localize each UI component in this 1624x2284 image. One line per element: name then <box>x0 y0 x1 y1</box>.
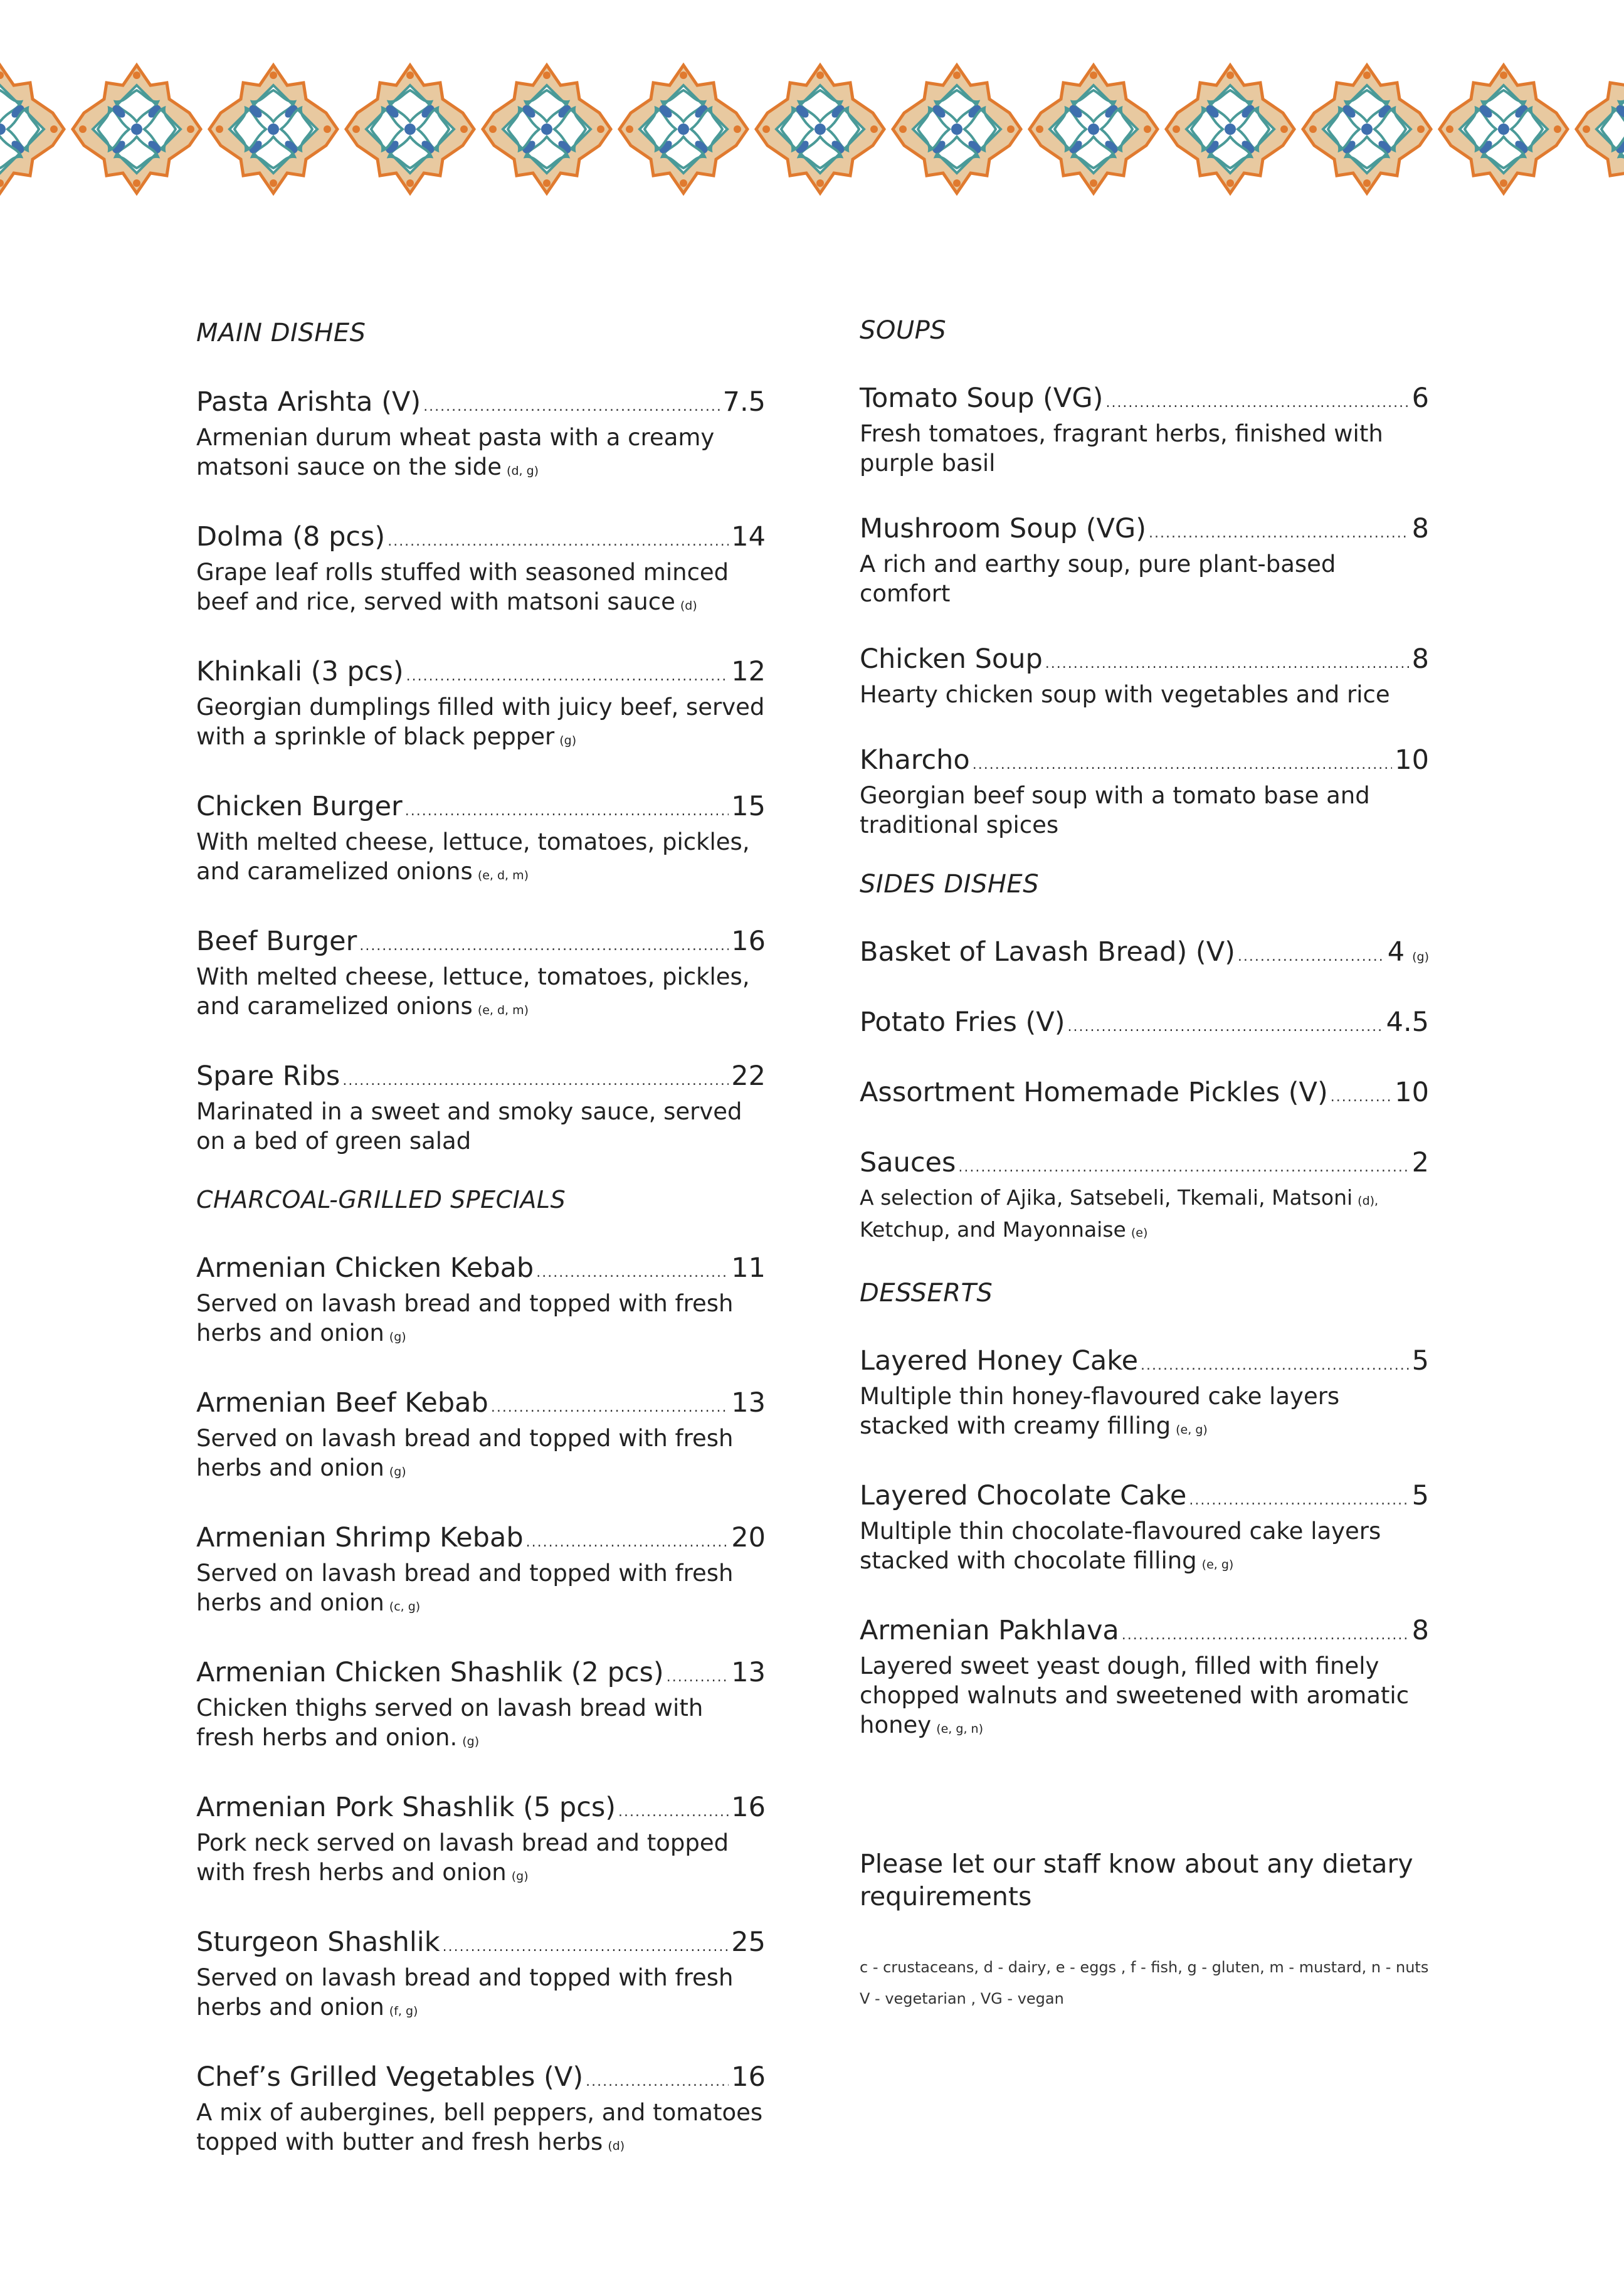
item-allergens: (g) <box>511 1869 529 1883</box>
ornamental-tile-border <box>0 58 1624 201</box>
menu-item <box>196 521 766 621</box>
menu-item <box>860 1007 1429 1043</box>
main-dishes-list <box>196 386 766 1156</box>
item-name: Spare Ribs <box>196 1060 340 1092</box>
desserts-list <box>860 1345 1429 1744</box>
item-price: 14 <box>731 521 766 552</box>
item-description: Served on lavash bread and topped with fresh herbs and onion <box>196 1425 734 1481</box>
ornamental-tile-icon <box>73 65 201 193</box>
ornamental-tile-icon <box>209 65 337 193</box>
item-description: Ketchup, and Mayonnaise <box>860 1217 1126 1242</box>
item-name: Basket of Lavash Bread) (V) <box>860 936 1235 968</box>
item-price: 10 <box>1395 744 1429 776</box>
leader-dots <box>406 661 729 692</box>
item-name: Potato Fries (V) <box>860 1007 1065 1038</box>
item-allergens: (e) <box>1131 1226 1148 1240</box>
left-column <box>196 319 766 2196</box>
leader-dots <box>1045 648 1410 680</box>
leader-dots <box>359 931 729 962</box>
leader-dots <box>1141 1350 1410 1382</box>
menu-item <box>196 656 766 756</box>
item-description: Chicken thighs served on lavash bread with fresh herbs and onion. <box>196 1694 704 1751</box>
legend-line: V - vegetarian , VG - vegan <box>860 1990 1064 2007</box>
menu-item <box>196 926 766 1025</box>
leader-dots <box>1122 1620 1410 1651</box>
section-title-desserts: DESSERTS <box>860 1279 993 1308</box>
item-name: Armenian Pork Shashlik (5 pcs) <box>196 1792 616 1823</box>
item-price: 7.5 <box>722 386 766 418</box>
item-name: Armenian Shrimp Kebab <box>196 1522 524 1553</box>
item-price: 8 <box>1411 1615 1429 1646</box>
right-column <box>860 316 1429 2014</box>
menu-item <box>860 1480 1429 1580</box>
item-allergens: (g) <box>462 1735 480 1748</box>
leader-dots <box>342 1065 729 1097</box>
menu-item <box>196 1387 766 1487</box>
item-allergens: (g) <box>389 1330 406 1344</box>
item-allergens: (g) <box>389 1465 406 1479</box>
item-description: Layered sweet yeast dough, filled with finely chopped walnuts and sweetened with aromatic honey <box>860 1652 1410 1738</box>
menu-item <box>196 1252 766 1352</box>
item-name: Layered Honey Cake <box>860 1345 1139 1377</box>
menu-item <box>196 791 766 891</box>
menu-item <box>860 513 1429 608</box>
leader-dots <box>423 391 720 423</box>
item-description: With melted cheese, lettuce, tomatoes, pickles, and caramelized onions <box>196 828 750 885</box>
item-description: A mix of aubergines, bell peppers, and tomatoes topped with butter and fresh herbs <box>196 2099 763 2155</box>
leader-dots <box>667 1662 729 1693</box>
item-price: 4 <box>1387 936 1405 968</box>
ornamental-tile-icon <box>1166 65 1294 193</box>
dietary-note: Please let our staff know about any dietary requirements <box>860 1849 1413 1911</box>
item-description: Marinated in a sweet and smoky sauce, served on a bed of green salad <box>196 1098 742 1155</box>
item-price: 12 <box>731 656 766 687</box>
ornamental-tile-icon <box>346 65 474 193</box>
ornamental-tile-icon <box>0 65 64 193</box>
item-description: Pork neck served on lavash bread and topped with fresh herbs and onion <box>196 1829 729 1886</box>
item-allergens: (e, g) <box>1201 1558 1234 1572</box>
item-allergens: (d) <box>680 599 697 613</box>
grilled-specials-list <box>196 1252 766 2161</box>
item-price: 11 <box>731 1252 766 1284</box>
item-name: Tomato Soup (VG) <box>860 383 1104 414</box>
item-description: Served on lavash bread and topped with fresh herbs and onion <box>196 1290 734 1346</box>
item-name: Chef’s Grilled Vegetables (V) <box>196 2061 584 2093</box>
leader-dots <box>958 1152 1409 1183</box>
item-price: 16 <box>731 1792 766 1823</box>
item-price: 8 <box>1411 513 1429 544</box>
item-price: 2 <box>1411 1147 1429 1178</box>
item-name: Armenian Beef Kebab <box>196 1387 488 1419</box>
item-price: 16 <box>731 926 766 957</box>
leader-dots <box>1105 388 1409 419</box>
item-allergens: (e, d, m) <box>477 1003 529 1017</box>
item-price: 20 <box>731 1522 766 1553</box>
item-description: A rich and earthy soup, pure plant-based comfort <box>860 551 1336 607</box>
item-name: Mushroom Soup (VG) <box>860 513 1147 544</box>
leader-dots <box>618 1797 729 1828</box>
item-description: A selection of Ajika, Satsebeli, Tkemali, Matsoni <box>860 1185 1353 1210</box>
section-title-main-dishes: MAIN DISHES <box>196 319 366 347</box>
menu-item <box>860 1147 1429 1247</box>
allergen-legend <box>860 1952 1429 2014</box>
item-price: 6 <box>1411 383 1429 414</box>
menu-item <box>196 1927 766 2026</box>
legend-line: c - crustaceans, d - dairy, e - eggs , f - fish, g - gluten, m - mustard, n - nuts <box>860 1959 1429 1976</box>
menu-item <box>860 1615 1429 1744</box>
item-allergens: (e, g, n) <box>936 1722 983 1736</box>
sides-list <box>860 936 1429 1247</box>
item-allergens: (e, d, m) <box>477 869 529 882</box>
ornamental-tile-icon <box>1576 65 1624 193</box>
item-price: 25 <box>731 1927 766 1958</box>
item-description: Multiple thin honey-flavoured cake layers stacked with creamy filling <box>860 1383 1340 1439</box>
item-description: Served on lavash bread and topped with fresh herbs and onion <box>196 1560 734 1616</box>
item-description: Grape leaf rolls stuffed with seasoned minced beef and rice, served with matsoni sauce <box>196 559 729 615</box>
item-price: 16 <box>731 2061 766 2093</box>
leader-dots <box>443 1932 729 1963</box>
item-name: Kharcho <box>860 744 970 776</box>
section-title-soups: SOUPS <box>860 316 947 345</box>
leader-dots <box>526 1527 729 1558</box>
item-price: 5 <box>1411 1480 1429 1511</box>
item-name: Assortment Homemade Pickles (V) <box>860 1077 1328 1108</box>
ornamental-tile-icon <box>620 65 747 193</box>
item-name: Beef Burger <box>196 926 357 957</box>
item-price: 13 <box>731 1387 766 1419</box>
item-allergens: (g) <box>559 734 577 748</box>
leader-dots <box>536 1257 729 1289</box>
leader-dots <box>405 796 729 827</box>
menu-item <box>196 386 766 486</box>
item-allergens: (g) <box>1412 950 1429 964</box>
item-name: Pasta Arishta (V) <box>196 386 421 418</box>
ornamental-tile-icon <box>893 65 1021 193</box>
menu-item <box>860 1345 1429 1445</box>
leader-dots <box>973 749 1393 781</box>
ornamental-tile-icon <box>756 65 884 193</box>
item-name: Khinkali (3 pcs) <box>196 656 404 687</box>
item-name: Armenian Chicken Kebab <box>196 1252 534 1284</box>
item-name: Dolma (8 pcs) <box>196 521 386 552</box>
item-description: Fresh tomatoes, fragrant herbs, finished with purple basil <box>860 420 1383 477</box>
item-allergens: (d) <box>608 2139 625 2153</box>
item-description: Georgian beef soup with a tomato base and traditional spices <box>860 782 1370 838</box>
item-allergens: (f, g) <box>389 2004 418 2018</box>
leader-dots <box>1331 1082 1393 1113</box>
ornamental-tile-icon <box>1030 65 1157 193</box>
leader-dots <box>388 526 729 558</box>
item-name: Sauces <box>860 1147 956 1178</box>
item-price: 4.5 <box>1386 1007 1429 1038</box>
item-price: 22 <box>731 1060 766 1092</box>
item-name: Armenian Pakhlava <box>860 1615 1119 1646</box>
leader-dots <box>1067 1012 1383 1043</box>
item-price: 5 <box>1411 1345 1429 1377</box>
menu-item <box>196 2061 766 2161</box>
menu-item <box>860 383 1429 478</box>
item-price: 13 <box>731 1657 766 1688</box>
item-allergens: (d), <box>1358 1194 1379 1208</box>
menu-item <box>196 1657 766 1757</box>
item-name: Layered Chocolate Cake <box>860 1480 1187 1511</box>
item-price: 15 <box>731 791 766 822</box>
item-description: Served on lavash bread and topped with fresh herbs and onion <box>196 1964 734 2021</box>
item-description: With melted cheese, lettuce, tomatoes, pickles, and caramelized onions <box>196 963 750 1020</box>
menu-item <box>196 1522 766 1622</box>
item-name: Armenian Chicken Shashlik (2 pcs) <box>196 1657 664 1688</box>
soups-list <box>860 383 1429 840</box>
item-allergens: (e, g) <box>1176 1423 1208 1437</box>
item-name: Sturgeon Shashlik <box>196 1927 440 1958</box>
menu-item <box>860 643 1429 709</box>
item-description: Armenian durum wheat pasta with a creamy matsoni sauce on the side <box>196 424 715 480</box>
leader-dots <box>1189 1485 1409 1516</box>
decorative-border <box>0 58 1624 201</box>
leader-dots <box>491 1392 729 1424</box>
menu-item <box>196 1060 766 1156</box>
item-description: Hearty chicken soup with vegetables and rice <box>860 681 1390 708</box>
leader-dots <box>1149 518 1410 549</box>
item-allergens: (d, g) <box>507 464 539 478</box>
leader-dots <box>586 2066 729 2098</box>
ornamental-tile-icon <box>1303 65 1431 193</box>
menu-item <box>860 936 1429 973</box>
item-description: Georgian dumplings filled with juicy beef, served with a sprinkle of black pepper <box>196 694 765 750</box>
menu-item <box>196 1792 766 1891</box>
item-name: Chicken Soup <box>860 643 1043 675</box>
item-description: Multiple thin chocolate-flavoured cake layers stacked with chocolate filling <box>860 1518 1381 1574</box>
item-price: 10 <box>1395 1077 1429 1108</box>
section-title-grilled-specials: CHARCOAL-GRILLED SPECIALS <box>196 1186 566 1213</box>
menu-item <box>860 1077 1429 1113</box>
item-allergens: (c, g) <box>389 1600 421 1614</box>
leader-dots <box>1238 941 1385 973</box>
menu-item <box>860 744 1429 840</box>
section-title-sides: SIDES DISHES <box>860 870 1040 899</box>
item-price: 8 <box>1411 643 1429 675</box>
ornamental-tile-icon <box>483 65 611 193</box>
ornamental-tile-icon <box>1440 65 1568 193</box>
item-name: Chicken Burger <box>196 791 403 822</box>
